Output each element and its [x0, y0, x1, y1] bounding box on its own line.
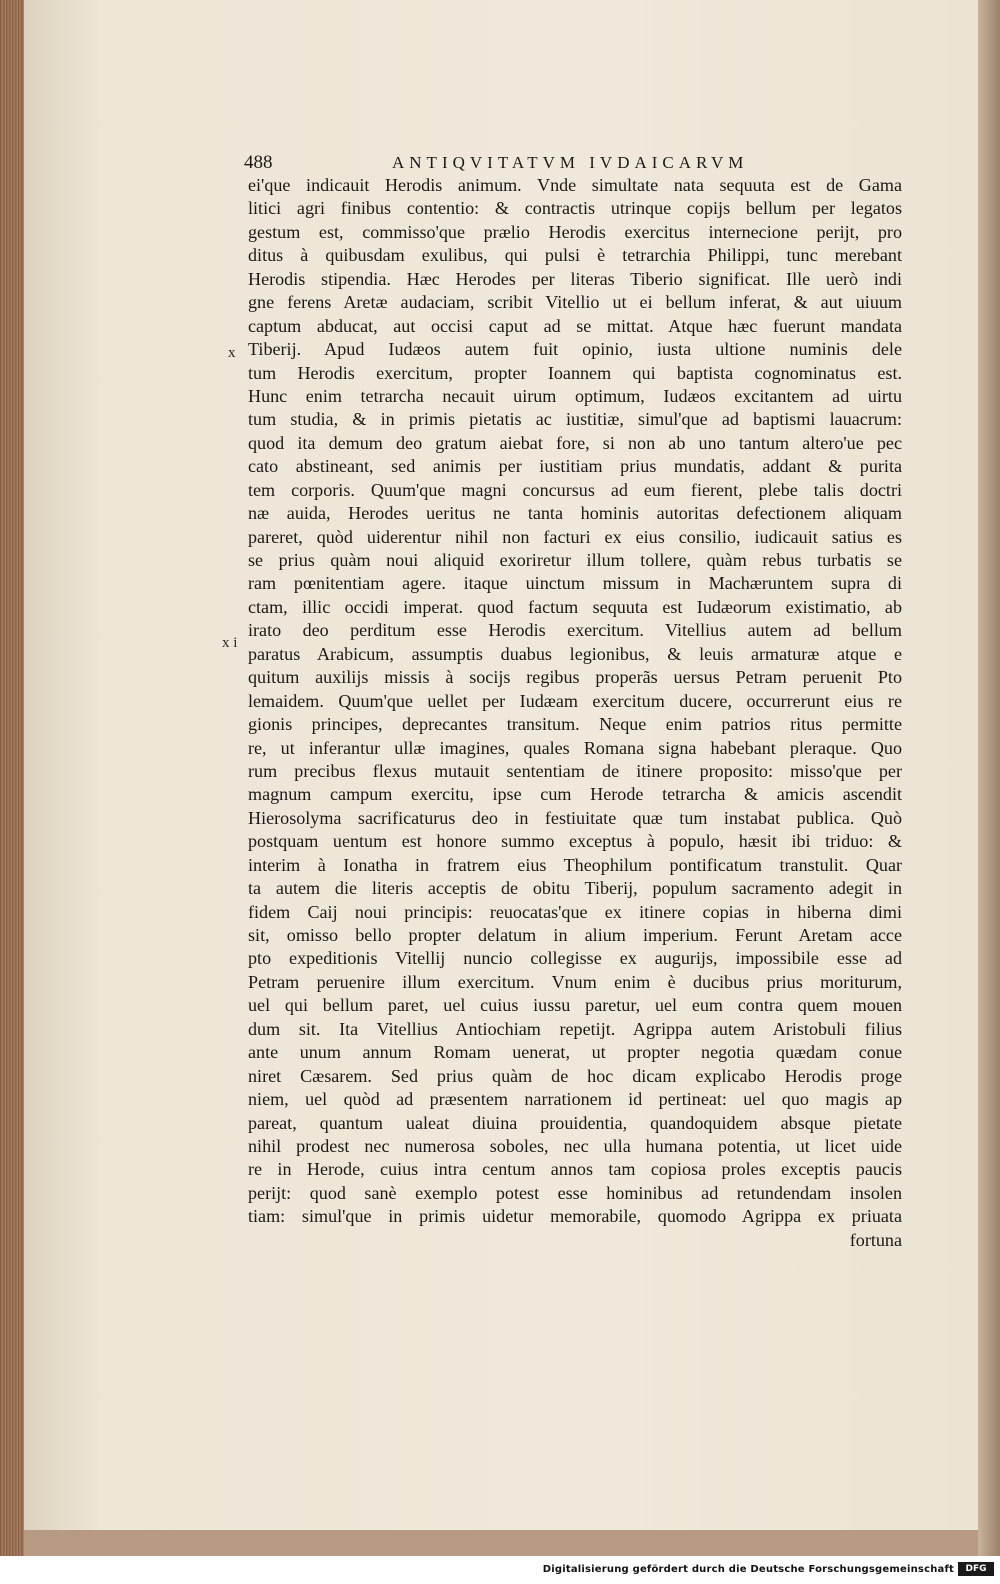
text-line: ante unum annum Romam uenerat, ut propter negotia quædam conue	[248, 1042, 902, 1063]
text-line: gne ferens Aretæ audaciam, scribit Vitellio ut ei bellum inferat, & aut uiuum	[248, 292, 902, 313]
text-line: tem corporis. Quum'que magni concursus ad eum fierent, plebe talis doctri	[248, 479, 902, 500]
text-line: cato abstineant, sed animis per iustitiam prius mundatis, addant & purita	[248, 456, 902, 477]
text-line: Tiberij. Apud Iudæos autem fuit opinio, iusta ultione numinis dele	[248, 339, 902, 360]
text-line: postquam uentum est honore summo exceptus à populo, hæsit ibi triduo: &	[248, 831, 902, 852]
text-line: ei'que indicauit Herodis animum. Vnde simultate nata sequuta est de Gama	[248, 175, 902, 195]
text-line: næ auida, Herodes ueritus ne tanta hominis autoritas defectionem aliquam	[248, 503, 902, 524]
margin-note: x i	[222, 635, 238, 651]
text-line: ta autem die literis acceptis de obitu Tiberij, populum sacramento adegit in	[248, 878, 902, 899]
text-line: tum Herodis exercitum, propter Ioannem qui baptista cognominatus est.	[248, 362, 902, 383]
dfg-logo-icon: DFG	[958, 1562, 994, 1576]
text-line: perijt: quod sanè exemplo potest esse hominibus ad retundendam insolen	[248, 1182, 902, 1203]
text-line: uel qui bellum paret, uel cuius iussu paretur, uel eum contra quem mouen	[248, 995, 902, 1016]
text-line: ctam, illic occidi imperat. quod factum sequuta est Iudæorum existimatio, ab	[248, 596, 902, 617]
text-line: fidem Caij noui principis: reuocatas'que ex itinere copias in hiberna dimi	[248, 901, 902, 922]
text-line: niret Cæsarem. Sed prius quàm de hoc dicam explicabo Herodis proge	[248, 1065, 902, 1086]
text-line: tiam: simul'que in primis uidetur memorabile, quomodo Agrippa ex priuata	[248, 1206, 902, 1227]
text-line: Hunc enim tetrarcha necauit uirum optimum, Iudæos excitantem ad uirtu	[248, 385, 902, 406]
text-line: gestum est, commisso'que prælio Herodis exercitus internecione perijt, pro	[248, 221, 902, 242]
text-line: irato deo perditum esse Herodis exercitum. Vitellius autem ad bellum	[248, 620, 902, 641]
text-line: re, ut inferantur ullæ imagines, quales Romana signa habebant pleraque. Quo	[248, 737, 902, 758]
text-line: ditus à quibusdam exulibus, qui pulsi è tetrarchia Philippi, tunc merebant	[248, 245, 902, 266]
book-gutter	[978, 0, 1000, 1556]
running-title: ANTIQVITATVM IVDAICARVM	[392, 153, 749, 172]
text-line: Hierosolyma sacrificaturus deo in festiuitate quæ tum instabat publica. Quò	[248, 807, 902, 828]
text-line: ram pœnitentiam agere. itaque uinctum missum in Machæruntem supra di	[248, 573, 902, 594]
footer-bar	[0, 1556, 1000, 1584]
text-line: niem, uel quòd ad præsentem narrationem id pertineat: uel quo magis ap	[248, 1089, 902, 1110]
text-line: lemaidem. Quum'que uellet per Iudæam exercitum ducere, occurrerunt eius re	[248, 690, 902, 711]
text-line: sit, omisso bello propter delatum in alium imperium. Ferunt Aretam acce	[248, 925, 902, 945]
funding-credit: Digitalisierung gefördert durch die Deutsche Forschungsgemeinschaft	[542, 1564, 954, 1575]
folio-number: 488	[244, 152, 273, 173]
text-line: litici agri finibus contentio: & contractis utrinque copijs bellum per legatos	[248, 198, 902, 219]
text-line: interim à Ionatha in fratrem eius Theophilum pontificatum transtulit. Quar	[248, 854, 902, 875]
text-line: se prius quàm noui aliquid exoriretur illum tollere, quàm rebus turbatis se	[248, 550, 902, 570]
text-line: pareat, quantum ualeat diuina prouidentia, quandoquidem absque pietate	[248, 1112, 902, 1133]
text-line: gionis principes, deprecantes transitum. Neque enim patrios ritus permitte	[248, 714, 902, 735]
text-line: tum studia, & in primis pietatis ac iustitiæ, simul'que ad baptismi lauacrum:	[248, 409, 902, 430]
text-line: Petram peruenire illum exercitum. Vnum enim è ducibus prius moriturum,	[248, 971, 902, 992]
body-text	[248, 174, 902, 1252]
text-line: fortuna	[849, 1229, 902, 1250]
text-line: dum sit. Ita Vitellius Antiochiam repetijt. Agrippa autem Aristobuli filius	[248, 1018, 902, 1039]
text-line: nihil prodest nec numerosa soboles, nec ulla humana potentia, ut licet uide	[248, 1135, 902, 1156]
text-line: Herodis stipendia. Hæc Herodes per literas Tiberio significat. Ille uerò indi	[248, 268, 902, 289]
text-line: rum precibus flexus mutauit sententiam de itinere proposito: misso'que per	[248, 760, 902, 781]
book-page-edges	[0, 0, 24, 1556]
text-line: magnum campum exercitu, ipse cum Herode tetrarcha & amicis ascendit	[248, 784, 902, 805]
text-line: quod ita demum deo gratum aiebat fore, si non ab uno tantum altero'ue pec	[248, 432, 902, 453]
margin-note: x	[228, 345, 236, 361]
text-line: pto expeditionis Vitellij nuncio collegisse ex augurijs, impossibile esse ad	[248, 948, 902, 969]
text-line: captum abducat, aut occisi caput ad se mittat. Atque hæc fuerunt mandata	[248, 315, 902, 336]
text-line: pareret, quòd uiderentur nihil non facturi ex eius consilio, iudicauit satius es	[248, 526, 902, 547]
text-line: re in Herode, cuius intra centum annos tam copiosa proles exceptis paucis	[248, 1159, 902, 1180]
text-line: quitum auxilijs missis à socijs regibus properãs uersus Petram peruenit Pto	[248, 667, 902, 688]
text-line: paratus Arabicum, assumptis duabus legionibus, & leuis armaturæ atque e	[248, 643, 902, 664]
